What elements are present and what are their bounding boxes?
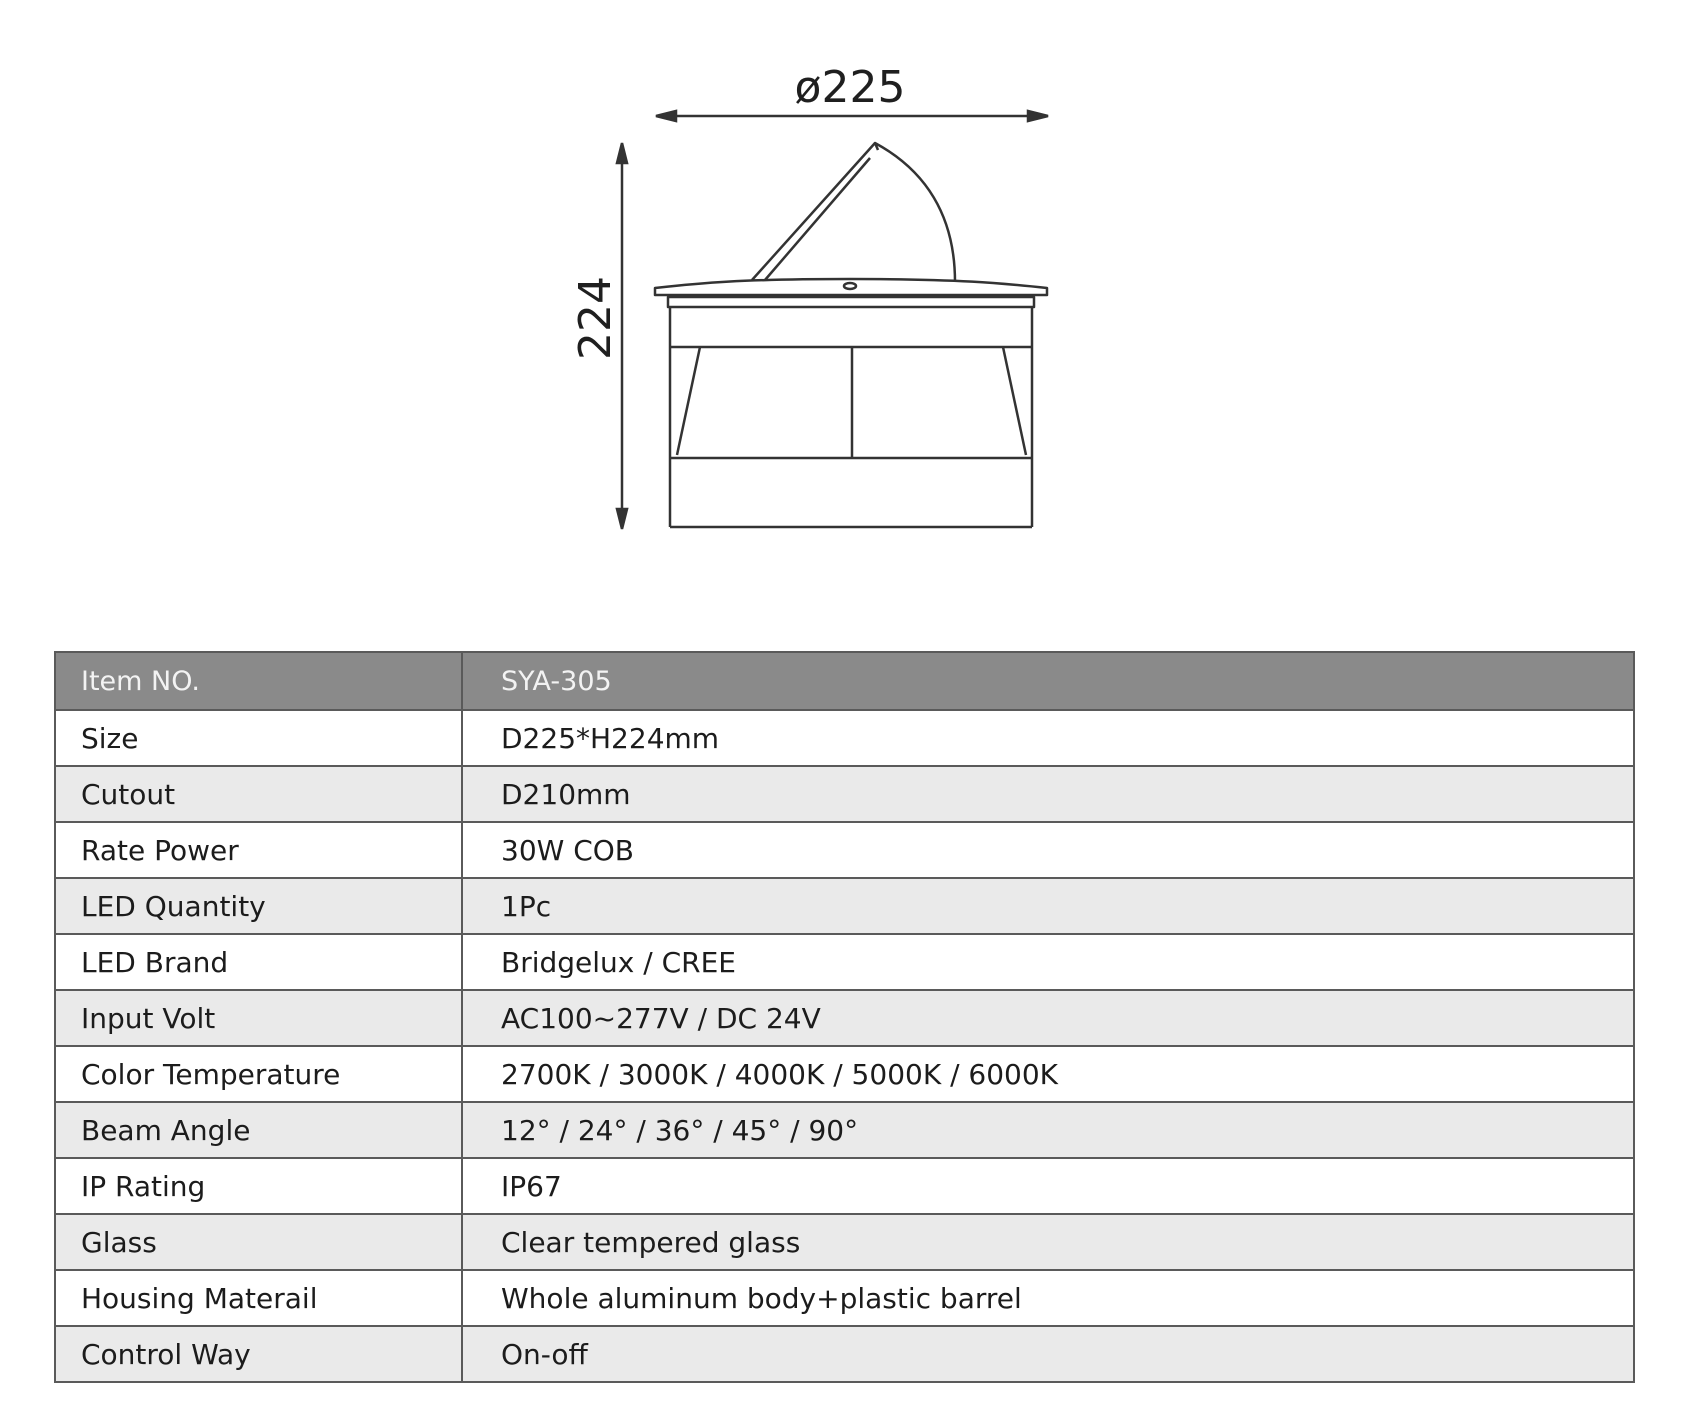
spec-value: D210mm xyxy=(462,766,1634,822)
spec-table xyxy=(54,651,1635,1383)
spec-row-ip-rating xyxy=(55,1158,1634,1214)
item-no-label: Item NO. xyxy=(55,652,462,710)
spec-value: 1Pc xyxy=(462,878,1634,934)
height-label: 224 xyxy=(570,276,621,360)
spec-key: Rate Power xyxy=(55,822,462,878)
spec-key: Cutout xyxy=(55,766,462,822)
spec-value: 30W COB xyxy=(462,822,1634,878)
lamp-outline xyxy=(655,143,1047,527)
spec-key: Beam Angle xyxy=(55,1102,462,1158)
spec-key: Input Volt xyxy=(55,990,462,1046)
spec-key: LED Brand xyxy=(55,934,462,990)
spec-value: IP67 xyxy=(462,1158,1634,1214)
spec-row-color-temperature xyxy=(55,1046,1634,1102)
spec-value: Whole aluminum body+plastic barrel xyxy=(462,1270,1634,1326)
spec-row-input-volt xyxy=(55,990,1634,1046)
spec-value: Clear tempered glass xyxy=(462,1214,1634,1270)
spec-row-housing-material xyxy=(55,1270,1634,1326)
diameter-label: ø225 xyxy=(794,62,906,113)
spec-header-row xyxy=(55,652,1634,710)
spec-key: Housing Materail xyxy=(55,1270,462,1326)
product-dimension-drawing xyxy=(0,0,1686,620)
spec-row-size xyxy=(55,710,1634,766)
spec-row-cutout xyxy=(55,766,1634,822)
spec-key: LED Quantity xyxy=(55,878,462,934)
spec-value: AC100~277V / DC 24V xyxy=(462,990,1634,1046)
spec-key: Glass xyxy=(55,1214,462,1270)
spec-key: Color Temperature xyxy=(55,1046,462,1102)
spec-row-led-brand xyxy=(55,934,1634,990)
spec-row-control-way xyxy=(55,1326,1634,1382)
spec-key: IP Rating xyxy=(55,1158,462,1214)
spec-value: On-off xyxy=(462,1326,1634,1382)
spec-row-rate-power xyxy=(55,822,1634,878)
spec-key: Control Way xyxy=(55,1326,462,1382)
spec-row-led-quantity xyxy=(55,878,1634,934)
spec-row-glass xyxy=(55,1214,1634,1270)
item-no-value: SYA-305 xyxy=(462,652,1634,710)
spec-key: Size xyxy=(55,710,462,766)
spec-value: Bridgelux / CREE xyxy=(462,934,1634,990)
spec-row-beam-angle xyxy=(55,1102,1634,1158)
spec-value: 12° / 24° / 36° / 45° / 90° xyxy=(462,1102,1634,1158)
spec-value: D225*H224mm xyxy=(462,710,1634,766)
spec-value: 2700K / 3000K / 4000K / 5000K / 6000K xyxy=(462,1046,1634,1102)
